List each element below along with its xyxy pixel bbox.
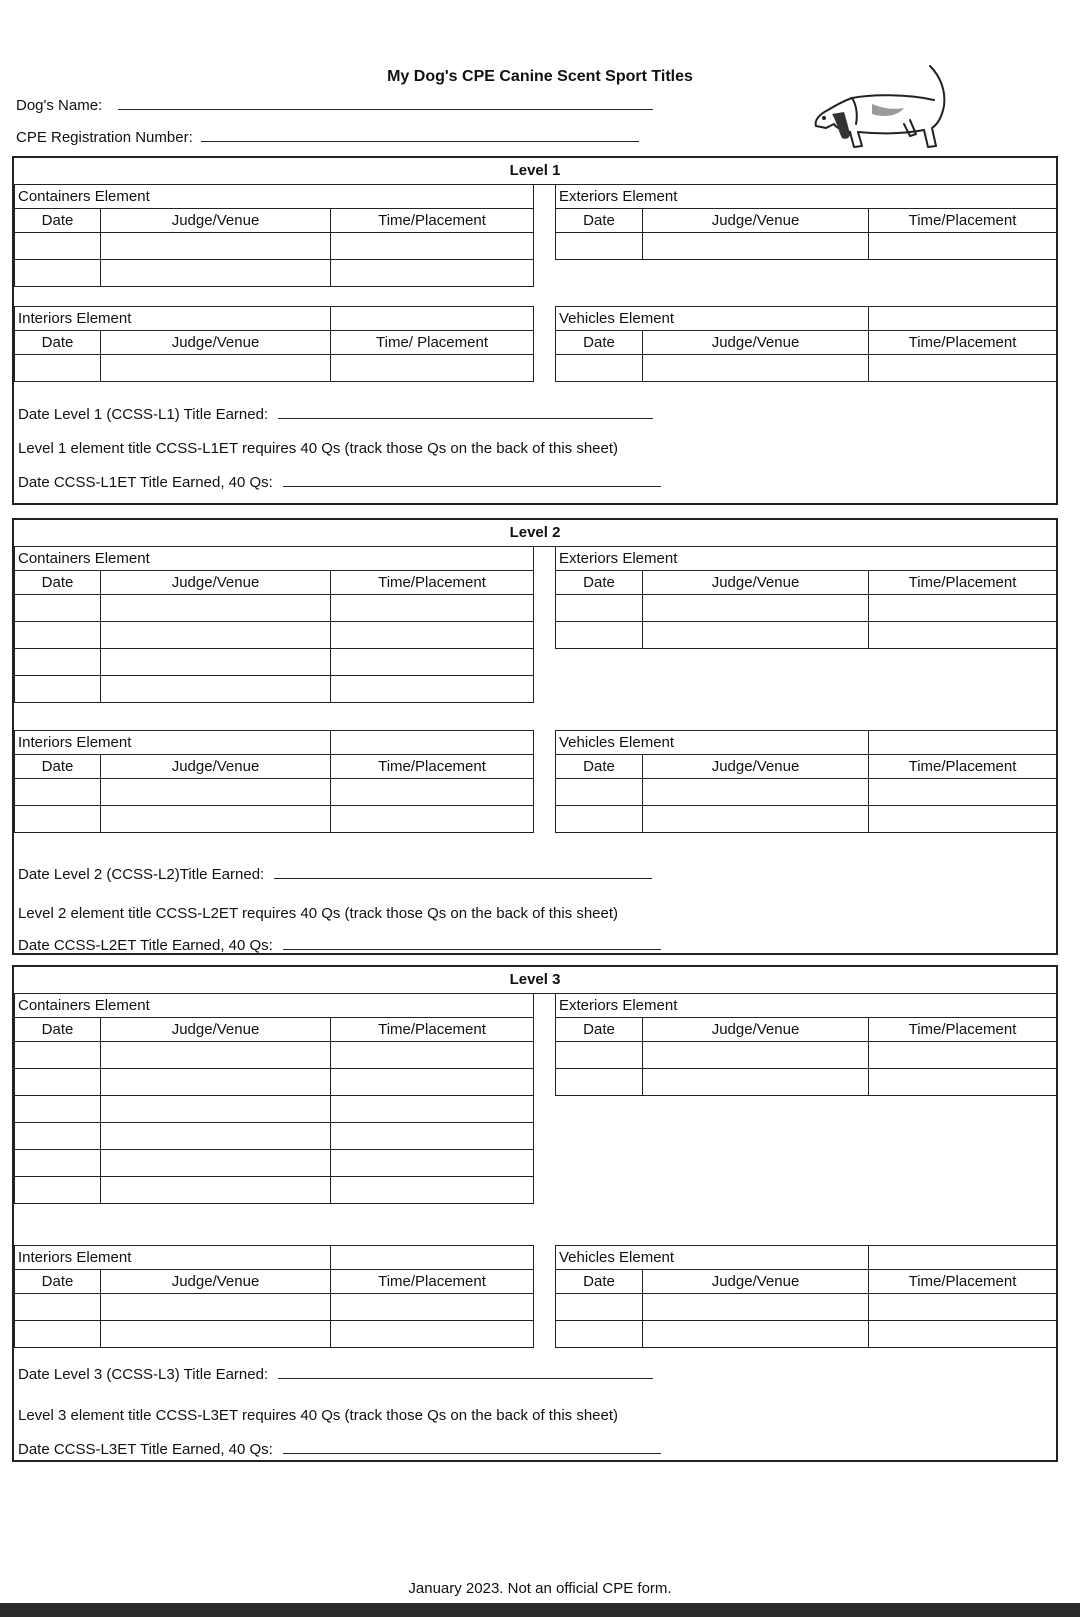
element-title: Interiors Element [15, 731, 331, 755]
l3-title-earned-field[interactable] [278, 1362, 653, 1379]
l3-requires-note: Level 3 element title CCSS-L3ET requires 40 Qs (track those Qs on the back of this sheet) [18, 1407, 619, 1424]
l2-containers-table [14, 546, 534, 703]
level-2-section [12, 518, 1058, 955]
l1-containers-table [14, 184, 534, 287]
table-row [15, 1042, 534, 1069]
col-time-placement: Time/Placement [869, 571, 1057, 595]
col-date: Date [556, 331, 643, 355]
table-row [15, 355, 534, 382]
col-judge-venue: Judge/Venue [101, 1270, 331, 1294]
col-date: Date [15, 209, 101, 233]
table-row [15, 233, 534, 260]
l1-vehicles-table [555, 306, 1057, 382]
table-row [15, 260, 534, 287]
dog-name-field[interactable] [118, 93, 653, 110]
col-time-placement: Time/Placement [331, 755, 534, 779]
table-row [556, 1042, 1057, 1069]
level-3-title: Level 3 [14, 967, 1056, 994]
col-date: Date [15, 1270, 101, 1294]
viewer-bottom-bar [0, 1603, 1080, 1617]
table-row [15, 676, 534, 703]
table-row [556, 806, 1057, 833]
l2-requires-note: Level 2 element title CCSS-L2ET requires 40 Qs (track those Qs on the back of this sheet) [18, 905, 619, 922]
col-judge-venue: Judge/Venue [643, 209, 869, 233]
col-judge-venue: Judge/Venue [101, 755, 331, 779]
col-date: Date [556, 1270, 643, 1294]
table-row [556, 1321, 1057, 1348]
element-title: Exteriors Element [556, 547, 1057, 571]
table-row [15, 1069, 534, 1096]
table-row [15, 649, 534, 676]
l3-et-earned: Date CCSS-L3ET Title Earned, 40 Qs: [18, 1437, 661, 1458]
dachshund-icon [812, 58, 974, 158]
element-title: Vehicles Element [556, 307, 869, 331]
col-time-placement: Time/Placement [869, 1270, 1057, 1294]
registration-line [16, 125, 639, 146]
col-date: Date [15, 331, 101, 355]
table-row [556, 1069, 1057, 1096]
table-row [15, 1177, 534, 1204]
col-time-placement: Time/Placement [331, 571, 534, 595]
l3-title-earned: Date Level 3 (CCSS-L3) Title Earned: [18, 1362, 653, 1383]
col-judge-venue: Judge/Venue [643, 755, 869, 779]
table-row [556, 622, 1057, 649]
l3-exteriors-table [555, 993, 1057, 1096]
col-judge-venue: Judge/Venue [101, 331, 331, 355]
page-title: My Dog's CPE Canine Scent Sport Titles [387, 68, 693, 85]
level-1-section [12, 156, 1058, 505]
element-title: Exteriors Element [556, 185, 1057, 209]
table-row [15, 1294, 534, 1321]
col-judge-venue: Judge/Venue [101, 209, 331, 233]
col-judge-venue: Judge/Venue [101, 571, 331, 595]
table-row [15, 1123, 534, 1150]
l3-vehicles-table [555, 1245, 1057, 1348]
l1-et-earned-field[interactable] [283, 470, 661, 487]
level-1-title: Level 1 [14, 158, 1056, 185]
element-title: Containers Element [15, 547, 534, 571]
l1-interiors-table [14, 306, 534, 382]
footer-note: January 2023. Not an official CPE form. [408, 1580, 672, 1597]
table-row [15, 1150, 534, 1177]
col-date: Date [15, 1018, 101, 1042]
col-judge-venue: Judge/Venue [101, 1018, 331, 1042]
element-title: Interiors Element [15, 307, 331, 331]
l2-exteriors-table [555, 546, 1057, 649]
l1-title-earned: Date Level 1 (CCSS-L1) Title Earned: [18, 402, 653, 423]
table-row [15, 1321, 534, 1348]
table-row [556, 779, 1057, 806]
element-title: Vehicles Element [556, 1246, 869, 1270]
col-date: Date [15, 571, 101, 595]
registration-field[interactable] [201, 125, 639, 142]
l2-et-earned-field[interactable] [283, 933, 661, 950]
col-time-placement: Time/Placement [869, 331, 1057, 355]
l2-vehicles-table [555, 730, 1057, 833]
table-row [15, 779, 534, 806]
col-time-placement: Time/Placement [869, 209, 1057, 233]
registration-label: CPE Registration Number: [16, 129, 193, 146]
col-judge-venue: Judge/Venue [643, 571, 869, 595]
col-judge-venue: Judge/Venue [643, 1018, 869, 1042]
col-date: Date [556, 1018, 643, 1042]
col-date: Date [556, 209, 643, 233]
element-title: Containers Element [15, 185, 534, 209]
col-time-placement: Time/ Placement [331, 331, 534, 355]
table-row [556, 595, 1057, 622]
l3-containers-table [14, 993, 534, 1204]
col-date: Date [556, 755, 643, 779]
l2-et-earned: Date CCSS-L2ET Title Earned, 40 Qs: [18, 933, 661, 954]
dog-name-label: Dog's Name: [16, 97, 103, 114]
table-row [556, 1294, 1057, 1321]
l2-title-earned-field[interactable] [274, 862, 652, 879]
level-3-section [12, 965, 1058, 1462]
element-title: Interiors Element [15, 1246, 331, 1270]
col-time-placement: Time/Placement [869, 755, 1057, 779]
element-title: Vehicles Element [556, 731, 869, 755]
element-title: Containers Element [15, 994, 534, 1018]
table-row [15, 806, 534, 833]
table-row [15, 595, 534, 622]
l1-et-earned: Date CCSS-L1ET Title Earned, 40 Qs: [18, 470, 661, 491]
l2-interiors-table [14, 730, 534, 833]
col-time-placement: Time/Placement [331, 1270, 534, 1294]
table-row [556, 233, 1057, 260]
l1-exteriors-table [555, 184, 1057, 260]
dog-name-line [16, 93, 653, 114]
l2-title-earned: Date Level 2 (CCSS-L2)Title Earned: [18, 862, 652, 883]
col-date: Date [556, 571, 643, 595]
l1-title-earned-field[interactable] [278, 402, 653, 419]
col-time-placement: Time/Placement [331, 209, 534, 233]
l3-et-earned-field[interactable] [283, 1437, 661, 1454]
element-title: Exteriors Element [556, 994, 1057, 1018]
l1-requires-note: Level 1 element title CCSS-L1ET requires 40 Qs (track those Qs on the back of this sheet) [18, 440, 619, 457]
level-2-title: Level 2 [14, 520, 1056, 547]
col-time-placement: Time/Placement [869, 1018, 1057, 1042]
table-row [15, 1096, 534, 1123]
col-time-placement: Time/Placement [331, 1018, 534, 1042]
table-row [15, 622, 534, 649]
col-judge-venue: Judge/Venue [643, 331, 869, 355]
l3-interiors-table [14, 1245, 534, 1348]
col-date: Date [15, 755, 101, 779]
col-judge-venue: Judge/Venue [643, 1270, 869, 1294]
table-row [556, 355, 1057, 382]
